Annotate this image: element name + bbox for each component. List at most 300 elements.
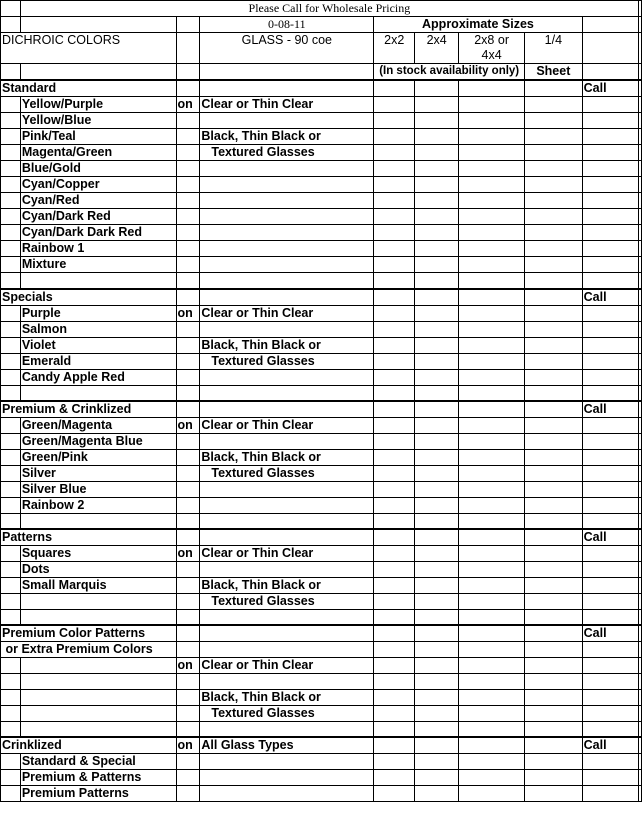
- empty-cell: [582, 305, 638, 321]
- empty-cell: [459, 449, 525, 465]
- color-item: Purple: [20, 305, 176, 321]
- empty-cell: [582, 642, 638, 658]
- empty-cell: [638, 529, 641, 546]
- empty-cell: [638, 337, 641, 353]
- empty-cell: [415, 705, 459, 721]
- on-label: on: [176, 305, 200, 321]
- empty-cell: [176, 625, 200, 642]
- empty-cell: [525, 705, 583, 721]
- empty-cell: [1, 465, 21, 481]
- empty-cell: [638, 48, 641, 64]
- empty-cell: [459, 401, 525, 418]
- empty-cell: [459, 658, 525, 674]
- empty-cell: [415, 658, 459, 674]
- color-item: Rainbow 2: [20, 497, 176, 513]
- empty-cell: [374, 737, 415, 754]
- color-item: Cyan/Copper: [20, 177, 176, 193]
- empty-cell: [415, 193, 459, 209]
- on-label: on: [176, 658, 200, 674]
- empty-cell: [176, 145, 200, 161]
- empty-cell: [176, 113, 200, 129]
- empty-cell: [176, 465, 200, 481]
- empty-cell: [200, 321, 374, 337]
- color-item: Yellow/Blue: [20, 113, 176, 129]
- empty-cell: [525, 658, 583, 674]
- empty-cell: [582, 369, 638, 385]
- call-premium: Call: [582, 401, 638, 418]
- empty-cell: [200, 674, 374, 690]
- empty-cell: [638, 770, 641, 786]
- empty-cell: [176, 129, 200, 145]
- empty-cell: [638, 737, 641, 754]
- empty-cell: [459, 145, 525, 161]
- glass-clear-option: Clear or Thin Clear: [200, 545, 374, 561]
- empty-cell: [415, 209, 459, 225]
- empty-cell: [638, 369, 641, 385]
- empty-cell: [1, 593, 21, 609]
- empty-cell: [415, 721, 459, 737]
- empty-cell: [459, 513, 525, 529]
- size-4x4: 4x4: [459, 48, 525, 64]
- empty-cell: [374, 385, 415, 401]
- empty-cell: [525, 257, 583, 273]
- empty-cell: [1, 577, 21, 593]
- empty-cell: [1, 337, 21, 353]
- empty-cell: [374, 721, 415, 737]
- empty-cell: [638, 642, 641, 658]
- glass-black-option: Black, Thin Black or: [200, 129, 374, 145]
- empty-cell: [200, 497, 374, 513]
- empty-cell: [638, 97, 641, 113]
- empty-cell: [374, 609, 415, 625]
- empty-cell: [459, 193, 525, 209]
- empty-cell: [415, 770, 459, 786]
- empty-cell: [200, 529, 374, 546]
- empty-cell: [525, 786, 583, 802]
- empty-cell: [525, 289, 583, 306]
- empty-cell: [638, 481, 641, 497]
- empty-cell: [638, 305, 641, 321]
- empty-cell: [20, 64, 176, 81]
- empty-cell: [638, 161, 641, 177]
- price-date: 0-08-11: [200, 17, 374, 33]
- empty-cell: [638, 721, 641, 737]
- section-title-crinklized: Crinklized: [1, 737, 177, 754]
- empty-cell: [582, 577, 638, 593]
- empty-cell: [176, 225, 200, 241]
- empty-cell: [176, 689, 200, 705]
- empty-cell: [374, 209, 415, 225]
- empty-cell: [582, 145, 638, 161]
- empty-cell: [374, 289, 415, 306]
- glass-clear-option: Clear or Thin Clear: [200, 97, 374, 113]
- empty-cell: [200, 113, 374, 129]
- empty-cell: [525, 161, 583, 177]
- empty-cell: [415, 289, 459, 306]
- empty-cell: [525, 193, 583, 209]
- glass-black-option: Black, Thin Black or: [200, 577, 374, 593]
- empty-cell: [1, 241, 21, 257]
- empty-cell: [176, 513, 200, 529]
- sheet-label: Sheet: [525, 64, 583, 81]
- empty-cell: [415, 529, 459, 546]
- empty-cell: [638, 674, 641, 690]
- empty-cell: [459, 97, 525, 113]
- color-item: Squares: [20, 545, 176, 561]
- empty-cell: [374, 353, 415, 369]
- empty-cell: [1, 145, 21, 161]
- glass-clear-option: Clear or Thin Clear: [200, 417, 374, 433]
- empty-cell: [20, 385, 176, 401]
- empty-cell: [1, 257, 21, 273]
- empty-cell: [638, 658, 641, 674]
- empty-cell: [638, 129, 641, 145]
- empty-cell: [525, 721, 583, 737]
- empty-cell: [200, 209, 374, 225]
- empty-cell: [582, 273, 638, 289]
- color-item: Candy Apple Red: [20, 369, 176, 385]
- empty-cell: [1, 545, 21, 561]
- empty-cell: [459, 609, 525, 625]
- empty-cell: [1, 433, 21, 449]
- empty-cell: [638, 80, 641, 97]
- empty-cell: [582, 465, 638, 481]
- color-item: Green/Magenta: [20, 417, 176, 433]
- empty-cell: [374, 225, 415, 241]
- glass-textured-option: Textured Glasses: [200, 465, 374, 481]
- empty-cell: [459, 129, 525, 145]
- empty-cell: [1, 705, 21, 721]
- empty-cell: [525, 145, 583, 161]
- section-subtitle-extra-premium: or Extra Premium Colors: [1, 642, 177, 658]
- empty-cell: [374, 129, 415, 145]
- color-item: Salmon: [20, 321, 176, 337]
- empty-cell: [176, 17, 200, 33]
- empty-cell: [200, 401, 374, 418]
- empty-cell: [415, 401, 459, 418]
- glass-textured-option: Textured Glasses: [200, 145, 374, 161]
- empty-cell: [374, 593, 415, 609]
- empty-cell: [374, 754, 415, 770]
- empty-cell: [374, 625, 415, 642]
- empty-cell: [200, 721, 374, 737]
- empty-cell: [525, 225, 583, 241]
- section-title-premium: Premium & Crinklized: [1, 401, 177, 418]
- empty-cell: [415, 177, 459, 193]
- empty-cell: [200, 257, 374, 273]
- empty-cell: [200, 609, 374, 625]
- empty-cell: [459, 481, 525, 497]
- empty-cell: [374, 177, 415, 193]
- color-item: Rainbow 1: [20, 241, 176, 257]
- empty-cell: [582, 497, 638, 513]
- empty-cell: [459, 80, 525, 97]
- empty-cell: [374, 48, 415, 64]
- empty-cell: [525, 481, 583, 497]
- color-item: Premium & Patterns: [20, 770, 176, 786]
- empty-cell: [1, 161, 21, 177]
- empty-cell: [20, 609, 176, 625]
- empty-cell: [525, 497, 583, 513]
- empty-cell: [582, 674, 638, 690]
- empty-cell: [525, 113, 583, 129]
- empty-cell: [1, 129, 21, 145]
- empty-cell: [176, 481, 200, 497]
- empty-cell: [200, 273, 374, 289]
- empty-cell: [1, 353, 21, 369]
- empty-cell: [415, 481, 459, 497]
- empty-cell: [374, 658, 415, 674]
- empty-cell: [415, 385, 459, 401]
- empty-cell: [582, 689, 638, 705]
- empty-cell: [374, 770, 415, 786]
- empty-cell: [415, 369, 459, 385]
- empty-cell: [525, 577, 583, 593]
- empty-cell: [176, 257, 200, 273]
- empty-cell: [525, 689, 583, 705]
- empty-cell: [176, 577, 200, 593]
- empty-cell: [374, 305, 415, 321]
- empty-cell: [200, 513, 374, 529]
- call-crinklized: Call: [582, 737, 638, 754]
- empty-cell: [200, 177, 374, 193]
- empty-cell: [638, 786, 641, 802]
- empty-cell: [415, 689, 459, 705]
- empty-cell: [638, 1, 641, 17]
- empty-cell: [459, 674, 525, 690]
- empty-cell: [459, 305, 525, 321]
- empty-cell: [200, 193, 374, 209]
- color-item: Cyan/Dark Dark Red: [20, 225, 176, 241]
- empty-cell: [1, 113, 21, 129]
- empty-cell: [415, 257, 459, 273]
- empty-cell: [415, 80, 459, 97]
- empty-cell: [582, 209, 638, 225]
- empty-cell: [176, 337, 200, 353]
- empty-cell: [582, 177, 638, 193]
- empty-cell: [525, 337, 583, 353]
- empty-cell: [415, 497, 459, 513]
- empty-cell: [638, 64, 641, 81]
- color-item: Mixture: [20, 257, 176, 273]
- call-patterns: Call: [582, 529, 638, 546]
- empty-cell: [459, 737, 525, 754]
- call-standard: Call: [582, 80, 638, 97]
- empty-cell: [582, 786, 638, 802]
- empty-cell: [459, 417, 525, 433]
- empty-cell: [176, 369, 200, 385]
- glass-black-option: Black, Thin Black or: [200, 689, 374, 705]
- empty-cell: [582, 609, 638, 625]
- color-item: Small Marquis: [20, 577, 176, 593]
- empty-cell: [582, 17, 638, 33]
- empty-cell: [374, 481, 415, 497]
- empty-cell: [1, 721, 21, 737]
- glass-textured-option: Textured Glasses: [200, 353, 374, 369]
- empty-cell: [525, 513, 583, 529]
- empty-cell: [638, 177, 641, 193]
- all-glass-types: All Glass Types: [200, 737, 374, 754]
- empty-cell: [415, 625, 459, 642]
- empty-cell: [200, 289, 374, 306]
- empty-cell: [374, 449, 415, 465]
- empty-cell: [20, 705, 176, 721]
- empty-cell: [1, 481, 21, 497]
- size-quarter: 1/4: [525, 33, 583, 49]
- empty-cell: [638, 449, 641, 465]
- empty-cell: [1, 17, 21, 33]
- empty-cell: [1, 674, 21, 690]
- empty-cell: [525, 561, 583, 577]
- empty-cell: [374, 674, 415, 690]
- empty-cell: [1, 321, 21, 337]
- empty-cell: [638, 689, 641, 705]
- empty-cell: [176, 33, 200, 49]
- empty-cell: [374, 113, 415, 129]
- empty-cell: [582, 385, 638, 401]
- empty-cell: [582, 113, 638, 129]
- section-title-specials: Specials: [1, 289, 177, 306]
- on-label: on: [176, 417, 200, 433]
- empty-cell: [459, 241, 525, 257]
- color-item: Emerald: [20, 353, 176, 369]
- empty-cell: [20, 273, 176, 289]
- size-2x2: 2x2: [374, 33, 415, 49]
- empty-cell: [1, 1, 21, 17]
- empty-cell: [459, 770, 525, 786]
- empty-cell: [525, 674, 583, 690]
- empty-cell: [20, 17, 176, 33]
- empty-cell: [415, 97, 459, 113]
- empty-cell: [176, 64, 200, 81]
- color-item: Premium Patterns: [20, 786, 176, 802]
- empty-cell: [459, 337, 525, 353]
- color-item: Green/Pink: [20, 449, 176, 465]
- empty-cell: [1, 48, 177, 64]
- empty-cell: [176, 433, 200, 449]
- empty-cell: [374, 513, 415, 529]
- empty-cell: [582, 770, 638, 786]
- empty-cell: [415, 337, 459, 353]
- empty-cell: [20, 593, 176, 609]
- empty-cell: [374, 161, 415, 177]
- empty-cell: [582, 593, 638, 609]
- empty-cell: [525, 754, 583, 770]
- empty-cell: [525, 209, 583, 225]
- empty-cell: [459, 642, 525, 658]
- empty-cell: [525, 241, 583, 257]
- empty-cell: [200, 481, 374, 497]
- color-item: Pink/Teal: [20, 129, 176, 145]
- empty-cell: [638, 17, 641, 33]
- empty-cell: [582, 449, 638, 465]
- empty-cell: [1, 97, 21, 113]
- empty-cell: [200, 754, 374, 770]
- empty-cell: [638, 225, 641, 241]
- empty-cell: [525, 545, 583, 561]
- empty-cell: [525, 369, 583, 385]
- empty-cell: [525, 80, 583, 97]
- empty-cell: [1, 385, 21, 401]
- empty-cell: [200, 369, 374, 385]
- empty-cell: [525, 465, 583, 481]
- empty-cell: [374, 545, 415, 561]
- empty-cell: [638, 321, 641, 337]
- empty-cell: [459, 113, 525, 129]
- empty-cell: [176, 674, 200, 690]
- color-item: Cyan/Dark Red: [20, 209, 176, 225]
- empty-cell: [459, 705, 525, 721]
- empty-cell: [176, 529, 200, 546]
- on-label: on: [176, 737, 200, 754]
- empty-cell: [1, 449, 21, 465]
- empty-cell: [459, 273, 525, 289]
- empty-cell: [459, 625, 525, 642]
- empty-cell: [415, 545, 459, 561]
- empty-cell: [638, 417, 641, 433]
- empty-cell: [1, 497, 21, 513]
- empty-cell: [374, 561, 415, 577]
- glass-black-option: Black, Thin Black or: [200, 449, 374, 465]
- empty-cell: [459, 529, 525, 546]
- empty-cell: [582, 48, 638, 64]
- size-2x8: 2x8 or: [459, 33, 525, 49]
- empty-cell: [415, 305, 459, 321]
- empty-cell: [525, 529, 583, 546]
- color-item: Magenta/Green: [20, 145, 176, 161]
- empty-cell: [638, 577, 641, 593]
- empty-cell: [176, 497, 200, 513]
- empty-cell: [525, 129, 583, 145]
- empty-cell: [374, 80, 415, 97]
- empty-cell: [582, 161, 638, 177]
- empty-cell: [176, 241, 200, 257]
- glass-black-option: Black, Thin Black or: [200, 337, 374, 353]
- empty-cell: [374, 497, 415, 513]
- empty-cell: [176, 48, 200, 64]
- empty-cell: [459, 209, 525, 225]
- empty-cell: [200, 64, 374, 81]
- empty-cell: [200, 241, 374, 257]
- empty-cell: [374, 257, 415, 273]
- empty-cell: [374, 337, 415, 353]
- empty-cell: [459, 321, 525, 337]
- empty-cell: [374, 369, 415, 385]
- empty-cell: [1, 417, 21, 433]
- empty-cell: [374, 321, 415, 337]
- empty-cell: [1, 754, 21, 770]
- empty-cell: [525, 417, 583, 433]
- empty-cell: [200, 642, 374, 658]
- empty-cell: [415, 674, 459, 690]
- empty-cell: [200, 786, 374, 802]
- empty-cell: [638, 754, 641, 770]
- empty-cell: [459, 177, 525, 193]
- empty-cell: [525, 385, 583, 401]
- glass-textured-option: Textured Glasses: [200, 593, 374, 609]
- empty-cell: [638, 289, 641, 306]
- empty-cell: [176, 593, 200, 609]
- empty-cell: [525, 321, 583, 337]
- empty-cell: [525, 177, 583, 193]
- empty-cell: [415, 449, 459, 465]
- empty-cell: [1, 64, 21, 81]
- empty-cell: [525, 353, 583, 369]
- empty-cell: [415, 642, 459, 658]
- empty-cell: [582, 561, 638, 577]
- empty-cell: [582, 705, 638, 721]
- empty-cell: [176, 449, 200, 465]
